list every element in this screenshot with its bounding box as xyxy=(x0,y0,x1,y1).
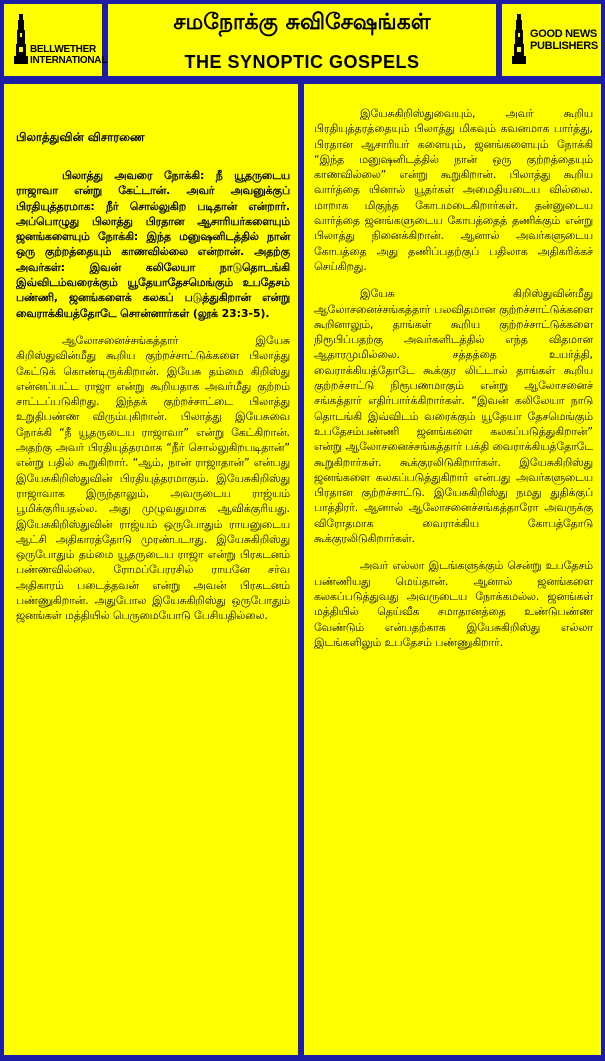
left-column xyxy=(4,84,298,1055)
tower-icon xyxy=(14,14,28,64)
scripture-paragraph: பிலாத்து அவரை நோக்கி: நீ யூதருடைய ராஜாவா என்று கேட்டான். அவர் அவனுக்குப் பிரதியுத்தரமாக: நீர் சொல்லுகிற படிதான் என்றார். அப்பொழுது பிலாத்து பிரதான ஆசாரியர்களையும் ஜனங்களையும் நோக்கி: இந்த மனுஷனிடத்தில் நான் ஒரு குற்றத்தையும் காணவில்லை என்றான். அதற்கு அவர்கள்: இவன் கலிலேயா நாடுதொடங்கி இவ்விடம்வரைக்கும் யூதேயாதேசமெங்கும் உபதேசம் பண்ணி, ஜனங்களைக் கலகப் படுத்துகிறான் என்று வைராக்கியத்தோடே சொன்னார்கள் (லூக் 23:3-5). xyxy=(16,169,290,320)
right-column xyxy=(304,84,601,1055)
good-news-logo-text: GOOD NEWS PUBLISHERS xyxy=(530,28,598,52)
bellwether-logo xyxy=(10,14,108,68)
header xyxy=(0,0,605,80)
commentary-paragraph: அவர் எல்லா இடங்களுக்கும் சென்று உபதேசம் பண்ணியது மெய்தான். ஆனால் ஜனங்களை கலகப்படுத்துவது அவருடைய நோக்கமல்ல. ஜனங்கள் மத்தியில் தெய்வீக சமாதானத்தை உண்டுபண்ண வேண்டும் என்பதற்காக இயேசுகிறிஸ்து எல்லா இடங்களிலும் உபதேசம் பண்ணுகிறார். xyxy=(314,559,593,649)
bellwether-logo-text: BELLWETHER INTERNATIONAL xyxy=(30,44,108,66)
tower-icon xyxy=(512,14,526,64)
commentary-paragraph: ஆலோசனைச்சங்கத்தார் இயேசு கிறிஸ்துவின்மீது கூறிய குற்றச்சாட்டுக்களை பிலாத்து கேட்டுக் கொண்டிருக்கிறான். இயேசு தம்மை கிறிஸ்து என்னப்பட்ட ராஜா என்று கூறியதாக அவர்மீது குற்றம் சாட்டப்படுகிறது. இந்தக் குற்றச்சாட்டை பிலாத்து உறுதிபண்ண விரும்புகிறான். பிலாத்து இயேசுவை நோக்கி “நீ யூதருடைய ராஜாவா” என்று கேட்கிறான். அதற்கு அவர் பிரதியுத்தரமாக “நீர் சொல்லுகிறபடிதான்” என்று பதில் கூறுகிறார். “ஆம், நான் ராஜாதான்” என்பது இயேசுகிறிஸ்துவின் பிரதியுத்தரமாகும். இயேசுகிறிஸ்து ராஜாவாக இருந்தாலும், அவருடைய ராஜ்யம் பூமிக்குரியதல்ல. அது முழுவதுமாக ஆவிக்குரியது. இயேசுகிறிஸ்துவின் ராஜ்யம் ஒருபோதும் ராயனுடைய ஆட்சி அதிகாரத்தோடு முரண்படாது. இயேசுகிறிஸ்து ஒருபோதும் தம்மை யூதருடைய ராஜா என்று பிரகடனம் பண்ணவில்லை. ரோமப்பேரரசில் ராயனே சர்வ அதிகாரம் படைத்தவன் என்று அவன் பிரகடனம் பண்ணுகிறான். அதுபோல இயேசுகிறிஸ்து ஒருபோதும் ஜனங்கள் மத்தியில் பெருமையோடு பேசியதில்லை. xyxy=(16,333,290,623)
title-box xyxy=(108,4,496,76)
commentary-paragraph: இயேசுகிறிஸ்துவையும், அவர் கூறிய பிரதியுத்தரத்தையும் பிலாத்து மிகவும் கவனமாக பார்த்து, பிரதான ஆசாரியர் களையும், ஜனங்களையும் நோக்கி “இந்த மனுஷனிடத்தில் நான் ஒரு குற்றத்தையும் காணவில்லை” என்று கூறுகிறான். பிலாத்து கூறிய வார்த்தை யினால் யூதர்கள் அமைதியடைய வில்லை. மாறாக மிகுந்த கோபமடைகிறார்கள். தன்னுடைய வார்த்தை ஜனங்களுடைய கோபத்தைத் தணிக்கும் என்று பிலாத்து நினைக்கிறான். ஆனால் அவர்களுடைய கோபத்தை அது தணிப்பதற்குப் பதிலாக அதிகரிக்கச் செய்கிறது. xyxy=(314,107,593,273)
title-tamil: சமநோக்கு சுவிசேஷங்கள் xyxy=(173,10,431,35)
section-heading: பிலாத்துவின் விசாரணை xyxy=(16,130,145,144)
good-news-logo xyxy=(508,14,598,68)
title-english: THE SYNOPTIC GOSPELS xyxy=(184,52,420,72)
commentary-paragraph: இயேசு கிறிஸ்துவின்மீது ஆலோசனைச்சங்கத்தார் பலவிதமான குற்றச்சாட்டுக்களை கூறினாலும், தாங்கள் கூறிய குற்றச்சாட்டுக்களை நிரூபிப்பதற்கு அவர்களிடத்தில் எந்த விதமான ஆதாரமுமில்லை. சத்தத்தை உயர்த்தி, வைராக்கியத்தோடே கூக்குர லிட்டால் தாங்கள் கூறிய குற்றச்சாட்டு நிரூபணமாகும் என்று ஆலோசனைச் சங்கத்தார் எதிர்பார்க்கிறார்கள். “இவன் கலிலேயா நாடு தொடங்கி இவ்விடம் வரைக்கும் யூதேயா தேசமெங்கும் உபதேசம்பண்ணி ஜனங்களை கலகப்படுத்துகிறான்” என்று ஆலோசனைச்சங்கத்தார் பக்தி வைராக்கியத்தோடே கூறுகிறார்கள். கூக்குரலிடுகிறார்கள். இயேசுகிறிஸ்து ஜனங்களை கலகப்படுத்துகிறார் என்பது அவர்களுடைய பிரதான குற்றச்சாட்டு. இயேசுகிறிஸ்து நமது துதிக்குப் பாத்திரர். ஆனால் ஆலோசனைச்சங்கத்தாரோ அவருக்கு விரோதமாக வைராக்கிய கோபத்தோடு கூக்குரலிடுகிறார்கள். xyxy=(314,287,593,546)
right-logo-box xyxy=(502,4,601,76)
left-logo-box xyxy=(4,4,108,76)
